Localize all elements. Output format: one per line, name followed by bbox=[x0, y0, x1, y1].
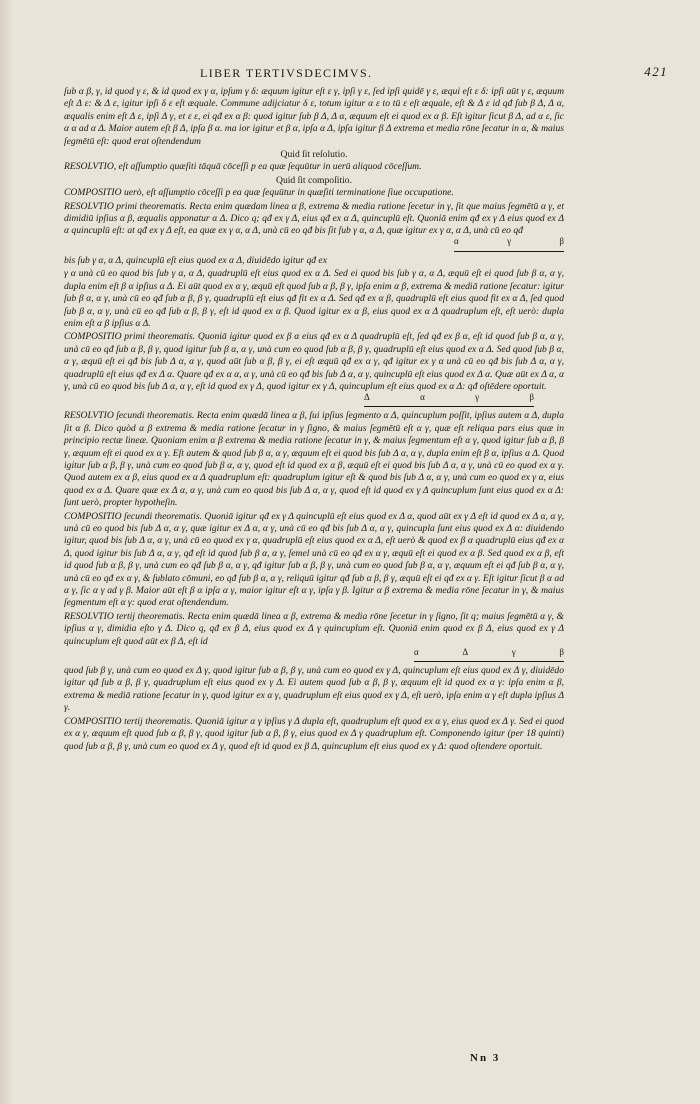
geometric-diagram-3 bbox=[414, 646, 564, 662]
paragraph: RESOLVTIO, eſt aſſumptio quæſiti tāquā cōceſſi p ea quæ ſequūtur in uerū aliquod cōceſſum. bbox=[64, 161, 422, 173]
paragraph: ſub α β, γ, id quod γ ε, & id quod ex γ α, ipſum γ δ: æquum igitur eſt ε γ, ipſi γ ε, ſed ipſi quidē γ ε, æqui eſt ε δ: ipſi aūt γ ε, æquum eſt Δ ε: & Δ ε, igitur ipſi δ ε eſt æquale. Commune adijciatur δ ε, totum igitur α ε to tū ε eſt æquale, eſt & Δ ε id qđ ſub β Δ, Δ α, æqualis enim eſt Δ ε, ipſi Δ γ, et ε ε, ei qđ ex α β: quod igitur ſub β Δ, Δ α, æquum eſt ei quod ex α β. Eſt igitur ſicut β Δ, ad α ε, ſic α α ad α Δ. Maior autem eſt β Δ, ipſa β α. ma ior igitur et β α, ipſa α Δ, ipſa igitur β Δ extrema et media rōne ſecatur in α, & maius ſegmētū eſt: quod erat oſtendendum bbox=[64, 86, 565, 147]
diagram-label: β bbox=[529, 391, 534, 402]
text-column bbox=[64, 86, 564, 754]
diagram-label: α bbox=[454, 236, 459, 247]
diagram-label: γ bbox=[511, 646, 516, 657]
paragraph: COMPOSITIO ſecundi theorematis. Quoniā igitur qđ ex γ Δ quincuplū eſt eius quod ex Δ α, quod aūt ex γ Δ eſt id quod ex Δ α, α γ, unà cū eo quod bis ſub Δ α, α γ, quæ igitur ex Δ α, α γ, unà cū eo qđ bis ſub Δ α, α γ, quincupla ſunt eius quod ex Δ α: diuidendo igitur, quod bis ſub Δ α, α γ, unà cū eo quod ex γ α, quadruplū eſt eius quod ex α Δ, eſt uerò & quod ex β α quadruplū eius qđ ex α Δ, quod igitur bis ſub Δ α, α γ, qđ eſt id quod ſub β α, α γ, ſemel unà cū eo qđ ex α γ, æquū eſt ei quod ex α β. Sed quod ex α β, eſt id quod ſub α β, β γ, unà cum eo qđ ſub β α, α γ, qđ igitur ſub α β, β γ, unà cum eo quod ſub β α, α γ, æquum eſt ei qđ ſub β α, α γ, unà cū eo qđ ex α γ, & ſublato cōmuni, eo qđ ſub β α, α γ, reliquū igitur qđ ſub α β, β γ, æquū eſt ei qđ ex α γ. Eſt igitur ſicut β α ad α γ, ſic α γ ad γ β. Maior aūt eſt β α ipſa α γ, maior igitur eſt α γ, ipſa γ β. Igitur α β extrema & media rōne ſecatur in γ, & maius ſegmentum eſt α γ: quod erat oſtendendum. bbox=[64, 510, 564, 609]
paragraph: quod ſub β γ, unà cum eo quod ex Δ γ, quod igitur ſub α β, β γ, unà cum eo quod ex γ Δ, quincuplum eſt eius quod ex Δ γ, diuidēdo igitur qđ ſub α β, β γ, quadruplum eſt eius quod ex γ Δ. Ei autem quod ſub α β, β γ, æquum eſt id quod ex α γ: ipſa enim α β, extrema & mediā ratione ſecatur in γ, quod igitur ex α γ, quadruplum eſt eius quod ex γ Δ, eſt uerò, ipſa enim α γ eſt dupla ipſius Δ γ. bbox=[64, 665, 564, 714]
geometric-diagram-2 bbox=[364, 391, 534, 407]
running-title: LIBER TERTIVSDECIMVS. bbox=[200, 66, 373, 80]
paragraph: RESOLVTIO ſecundi theorematis. Recta enim quædā linea α β, ſui ipſius ſegmento α Δ, quincuplum poſſit, ipſius autem α Δ, dupla ſit α β. Dico quòd α β extrema & media ratione ſecatur in γ ſigno, & maius ſegmētū eſt α γ, quæ eſt reliqua pars eius quæ in principio rectæ lineæ. Quoniam enim α β extrema & media ratione ſecatur in γ, & maius ſegmentum eſt α γ, quod igitur ſub α β, β γ, æquum eſt ei quod ex α γ. Eſt autem & quod ſub β α, α γ, æquum eſt ei quod bis ſub Δ α, α γ, dupla enim eſt β α, ipſius α Δ. Quod igitur ſub α β, β γ, unà cum eo quod ſub β α, α γ, quod eſt id quod ex α β, æquū eſt ei quod bis ſub Δ α, α γ, unà cū eo quod ex α γ. Quod autem ex α β, eius quod ex α Δ quadruplum eſt: quadruplum igitur eſt & quod bis ſub Δ α, α γ, unà cum eo quod ex γ α, eius quod ex α Δ. Quare quæ ex Δ α, α γ, unà cum eo quod bis ſub Δ α, α γ, quod eſt id quod ex γ Δ quincuplum ſunt eius quod ex α Δ: ſunt uerò, propter hypotheſin. bbox=[64, 410, 564, 509]
paragraph: bis ſub γ α, α Δ, quincuplū eſt eius quod ex α Δ, diuidēdo igitur qđ ex bbox=[64, 254, 327, 266]
diagram-label: β bbox=[559, 646, 564, 657]
diagram-label: Δ bbox=[364, 391, 370, 402]
paragraph: RESOLVTIO tertij theorematis. Recta enim quædā linea α β, extrema & media rōne ſecetur in γ ſigno, ſit q; maius ſegmētū α γ, & ipſius α γ, dimidia eſto γ Δ. Dico q, qđ ex β Δ, eius quod ex Δ γ quincuplum eſt. Quoniā enim quod ex β Δ, eius quod ex γ Δ quincuplum eſt quod aūt ex β Δ, eſt id bbox=[64, 610, 564, 647]
diagram-label: β bbox=[559, 236, 564, 247]
signature-mark: Nn 3 bbox=[470, 1052, 501, 1064]
folio-number: 421 bbox=[644, 64, 668, 79]
section-heading: Quid ſit compoſitio. bbox=[276, 174, 352, 186]
paragraph: COMPOSITIO primi theorematis. Quoniā igitur quod ex β α eius qđ ex α Δ quadruplū eſt, ſed qđ ex β α, eſt id quod ſub β α, α γ, unà cū eo qđ ſub α β, β γ, quod igitur ſub β α, α γ, unà cum eo quod ſub α β, β γ, quadruplū eſt eius quod ex α Δ. Sed quod ſub β α, α γ, æquū eſt ei qđ bis ſub Δ α, α γ, quod aūt ſub α β, β γ, ei eſt æquū qđ ex α γ, qđ igitur ex γ α unà cū eo qđ bis ſub Δ α, α γ, quadruplū eſt eius qđ ex Δ α. Quare qđ ex α α, α γ, unà cū eo qđ bis ſub Δ α, α γ, quincuplū eſt eius quod ex Δ α. Quæ aūt ex Δ α, α γ, unà cū eo quod bis ſub Δ α, α γ, eſt id quod ex γ Δ, quod igitur ex γ Δ, quincuplum eſt eius quod ex α Δ: qđ oſtēdere oportuit. bbox=[64, 331, 564, 392]
diagram-label: γ bbox=[475, 391, 480, 402]
diagram-label: α bbox=[420, 391, 425, 402]
paragraph: γ α unà cū eo quod bis ſub γ α, α Δ, quadruplū eſt eius quod ex α Δ. Sed ei quod bis ſub γ α, α Δ, æquū eſt ei quod ſub β α, α γ, dupla enim eſt β α ipſius α Δ. Ei aūt quod ex α γ, æquū eſt quod ſub α β, β γ, ipſa enim α β, extrema & mediā ratione ſecatur: igitur ſub β α, α γ, unà cū eo qđ ſub α β, β γ, quadruplū eſt eius qđ fit ex α Δ. Sed qđ ex α β, quadruplū eſt eius quod fit ex α Δ, ſed quod ſub β α, α γ, unà cū eo qđ ſub α β, β γ, eſt id quod ex α β. Quod igitur ex α β, eius quod ex α Δ quadruplum eſt, eſt uerò: dupla enim eſt α β ipſius α Δ. bbox=[64, 268, 564, 329]
running-header bbox=[60, 66, 668, 82]
section-heading: Quid ſit reſolutio. bbox=[280, 149, 348, 161]
diagram-label: α bbox=[414, 646, 419, 657]
paragraph: COMPOSITIO tertij theorematis. Quoniā igitur α γ ipſius γ Δ dupla eſt, quadruplum eſt quod ex α γ, eius quod ex Δ γ. Sed ei quod ex α γ, æquum eſt quod ſub α β, β γ, quod igitur ſub α β, β γ, eius quod ex Δ γ quadruplum eſt. Componendo igitur (per 18 quinti) quod ſub α β, β γ, unà cum eo quod ex Δ γ, quod eſt id quod ex β Δ, quincuplum eſt eius quod ex γ Δ: quod oſtendere oportuit. bbox=[64, 715, 564, 752]
geometric-diagram-1 bbox=[454, 236, 564, 252]
paragraph: RESOLVTIO primi theorematis. Recta enim quædam linea α β, extrema & media ratione ſecetur in γ, ſit que maius ſegmētū α γ, et dimidiū ipſius α β, æqualis apponatur α Δ. Dico q; qđ ex γ Δ, eius qđ ex α Δ, quincuplū eſt. Quoniā enim qđ ex γ Δ eius quod ex Δ α quincuplū eſt: at qđ ex γ Δ eſt, ea quæ ex γ α, α Δ, unà cū eo qđ bis ſit ſub γ α, α Δ, quæ igitur ex γ α, α Δ, unà cū eo qđ bbox=[64, 200, 564, 237]
diagram-label: γ bbox=[507, 236, 512, 247]
diagram-label: Δ bbox=[462, 646, 469, 657]
paragraph: COMPOSITIO uerò, eſt aſſumptio cōceſſi p ea quæ ſequūtur in quæſiti terminatione ſiue occupatione. bbox=[64, 187, 454, 199]
page-binding-shadow bbox=[0, 0, 14, 1104]
